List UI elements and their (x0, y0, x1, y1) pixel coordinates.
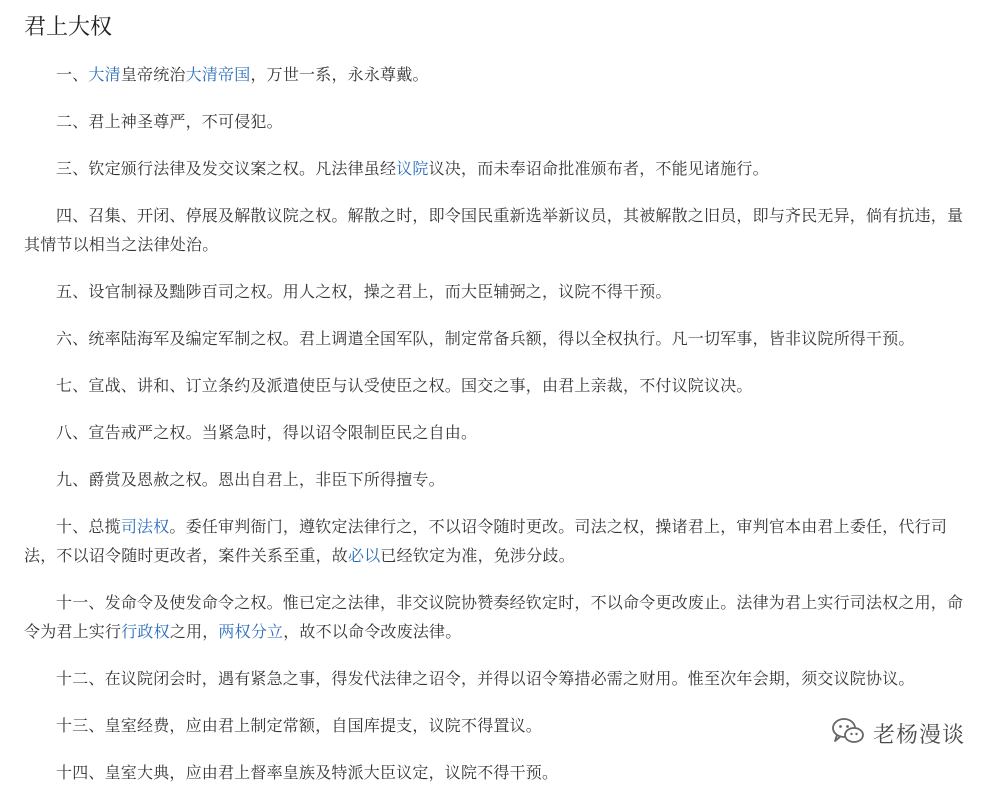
paragraph-text: ，万世一系，永永尊戴。 (250, 65, 429, 84)
inline-link[interactable]: 议院 (396, 159, 429, 178)
paragraph-text: 皇帝统治 (120, 65, 186, 84)
article-paragraph (24, 588, 977, 646)
watermark (831, 716, 965, 750)
article-paragraph (24, 154, 977, 183)
article-paragraph (24, 371, 977, 400)
article-paragraph (24, 277, 977, 306)
watermark-text: 老杨漫谈 (872, 722, 965, 748)
paragraph-text: ，故不以命令改废法律。 (283, 622, 462, 641)
paragraph-text: 十、总揽 (56, 517, 121, 536)
paragraph-text: 十二、在议院闭会时，遇有紧急之事，得发代法律之诏令，并得以诏令筹措必需之财用。惟至次年会期，须交议院协议。 (56, 669, 915, 688)
inline-link[interactable]: 大清帝国 (185, 65, 251, 84)
paragraph-text: 二、君上神圣尊严，不可侵犯。 (56, 112, 283, 131)
wechat-icon (831, 716, 865, 750)
inline-link[interactable]: 行政权 (121, 622, 170, 641)
paragraph-text: 七、宣战、讲和、订立条约及派遣使臣与认受使臣之权。国交之事，由君上亲裁，不付议院议决。 (56, 376, 753, 395)
paragraph-text: 之用， (169, 622, 219, 641)
article-paragraph (24, 107, 977, 136)
article-paragraph (24, 60, 977, 89)
article-paragraph (24, 324, 977, 353)
paragraph-text: 六、统率陆海军及编定军制之权。君上调遣全国军队，制定常备兵额，得以全权执行。凡一切军事，皆非议院所得干预。 (56, 329, 915, 348)
paragraph-text: 八、宣告戒严之权。当紧急时，得以诏令限制臣民之自由。 (56, 423, 478, 442)
article-paragraph (24, 758, 977, 787)
paragraph-text: 九、爵赏及恩赦之权。恩出自君上，非臣下所得擅专。 (56, 470, 445, 489)
paragraph-text: 四、召集、开闭、停展及解散议院之权。解散之时，即令国民重新选举新议员，其被解散之旧员，即与齐民无异，倘有抗违，量其情节以相当之法律处治。 (24, 206, 964, 254)
inline-link[interactable]: 大清 (88, 65, 121, 84)
paragraph-text: 十一、发命令及使发命令之权。惟已定之法律，非交议院协赞奏经钦定时，不以命令更改废止。法律为君上实行司法权之用，命令为君上实行 (24, 593, 964, 641)
article-paragraph (24, 664, 977, 693)
paragraph-text: 三、钦定颁行法律及发交议案之权。凡法律虽经 (56, 159, 397, 178)
article-body (24, 60, 977, 787)
article-paragraph (24, 512, 977, 570)
paragraph-text: 十四、皇室大典，应由君上督率皇族及特派大臣议定，议院不得干预。 (56, 763, 559, 782)
inline-link[interactable]: 两权分立 (218, 622, 284, 641)
inline-link[interactable]: 必以 (348, 546, 381, 565)
inline-link[interactable]: 司法权 (120, 517, 170, 536)
article-paragraph (24, 465, 977, 494)
paragraph-text: 议决，而未奉诏命批准颁布者，不能见诸施行。 (428, 159, 769, 178)
article-paragraph (24, 201, 977, 259)
paragraph-text: 一、 (56, 65, 89, 84)
paragraph-text: 已经钦定为准，免涉分歧。 (380, 546, 575, 565)
paragraph-text: 。委任审判衙门，遵钦定法律行之，不以诏令随时更改。司法之权，操诸君上，审判官本由君上委任，代行司法，不以诏令随时更改者，案件关系至重，故 (24, 517, 948, 565)
paragraph-text: 十三、皇室经费，应由君上制定常额，自国库提支，议院不得置议。 (56, 716, 543, 735)
page-title: 君上大权 (24, 15, 113, 40)
article-paragraph (24, 418, 977, 447)
paragraph-text: 五、设官制禄及黜陟百司之权。用人之权，操之君上，而大臣辅弼之，议院不得干预。 (56, 282, 672, 301)
